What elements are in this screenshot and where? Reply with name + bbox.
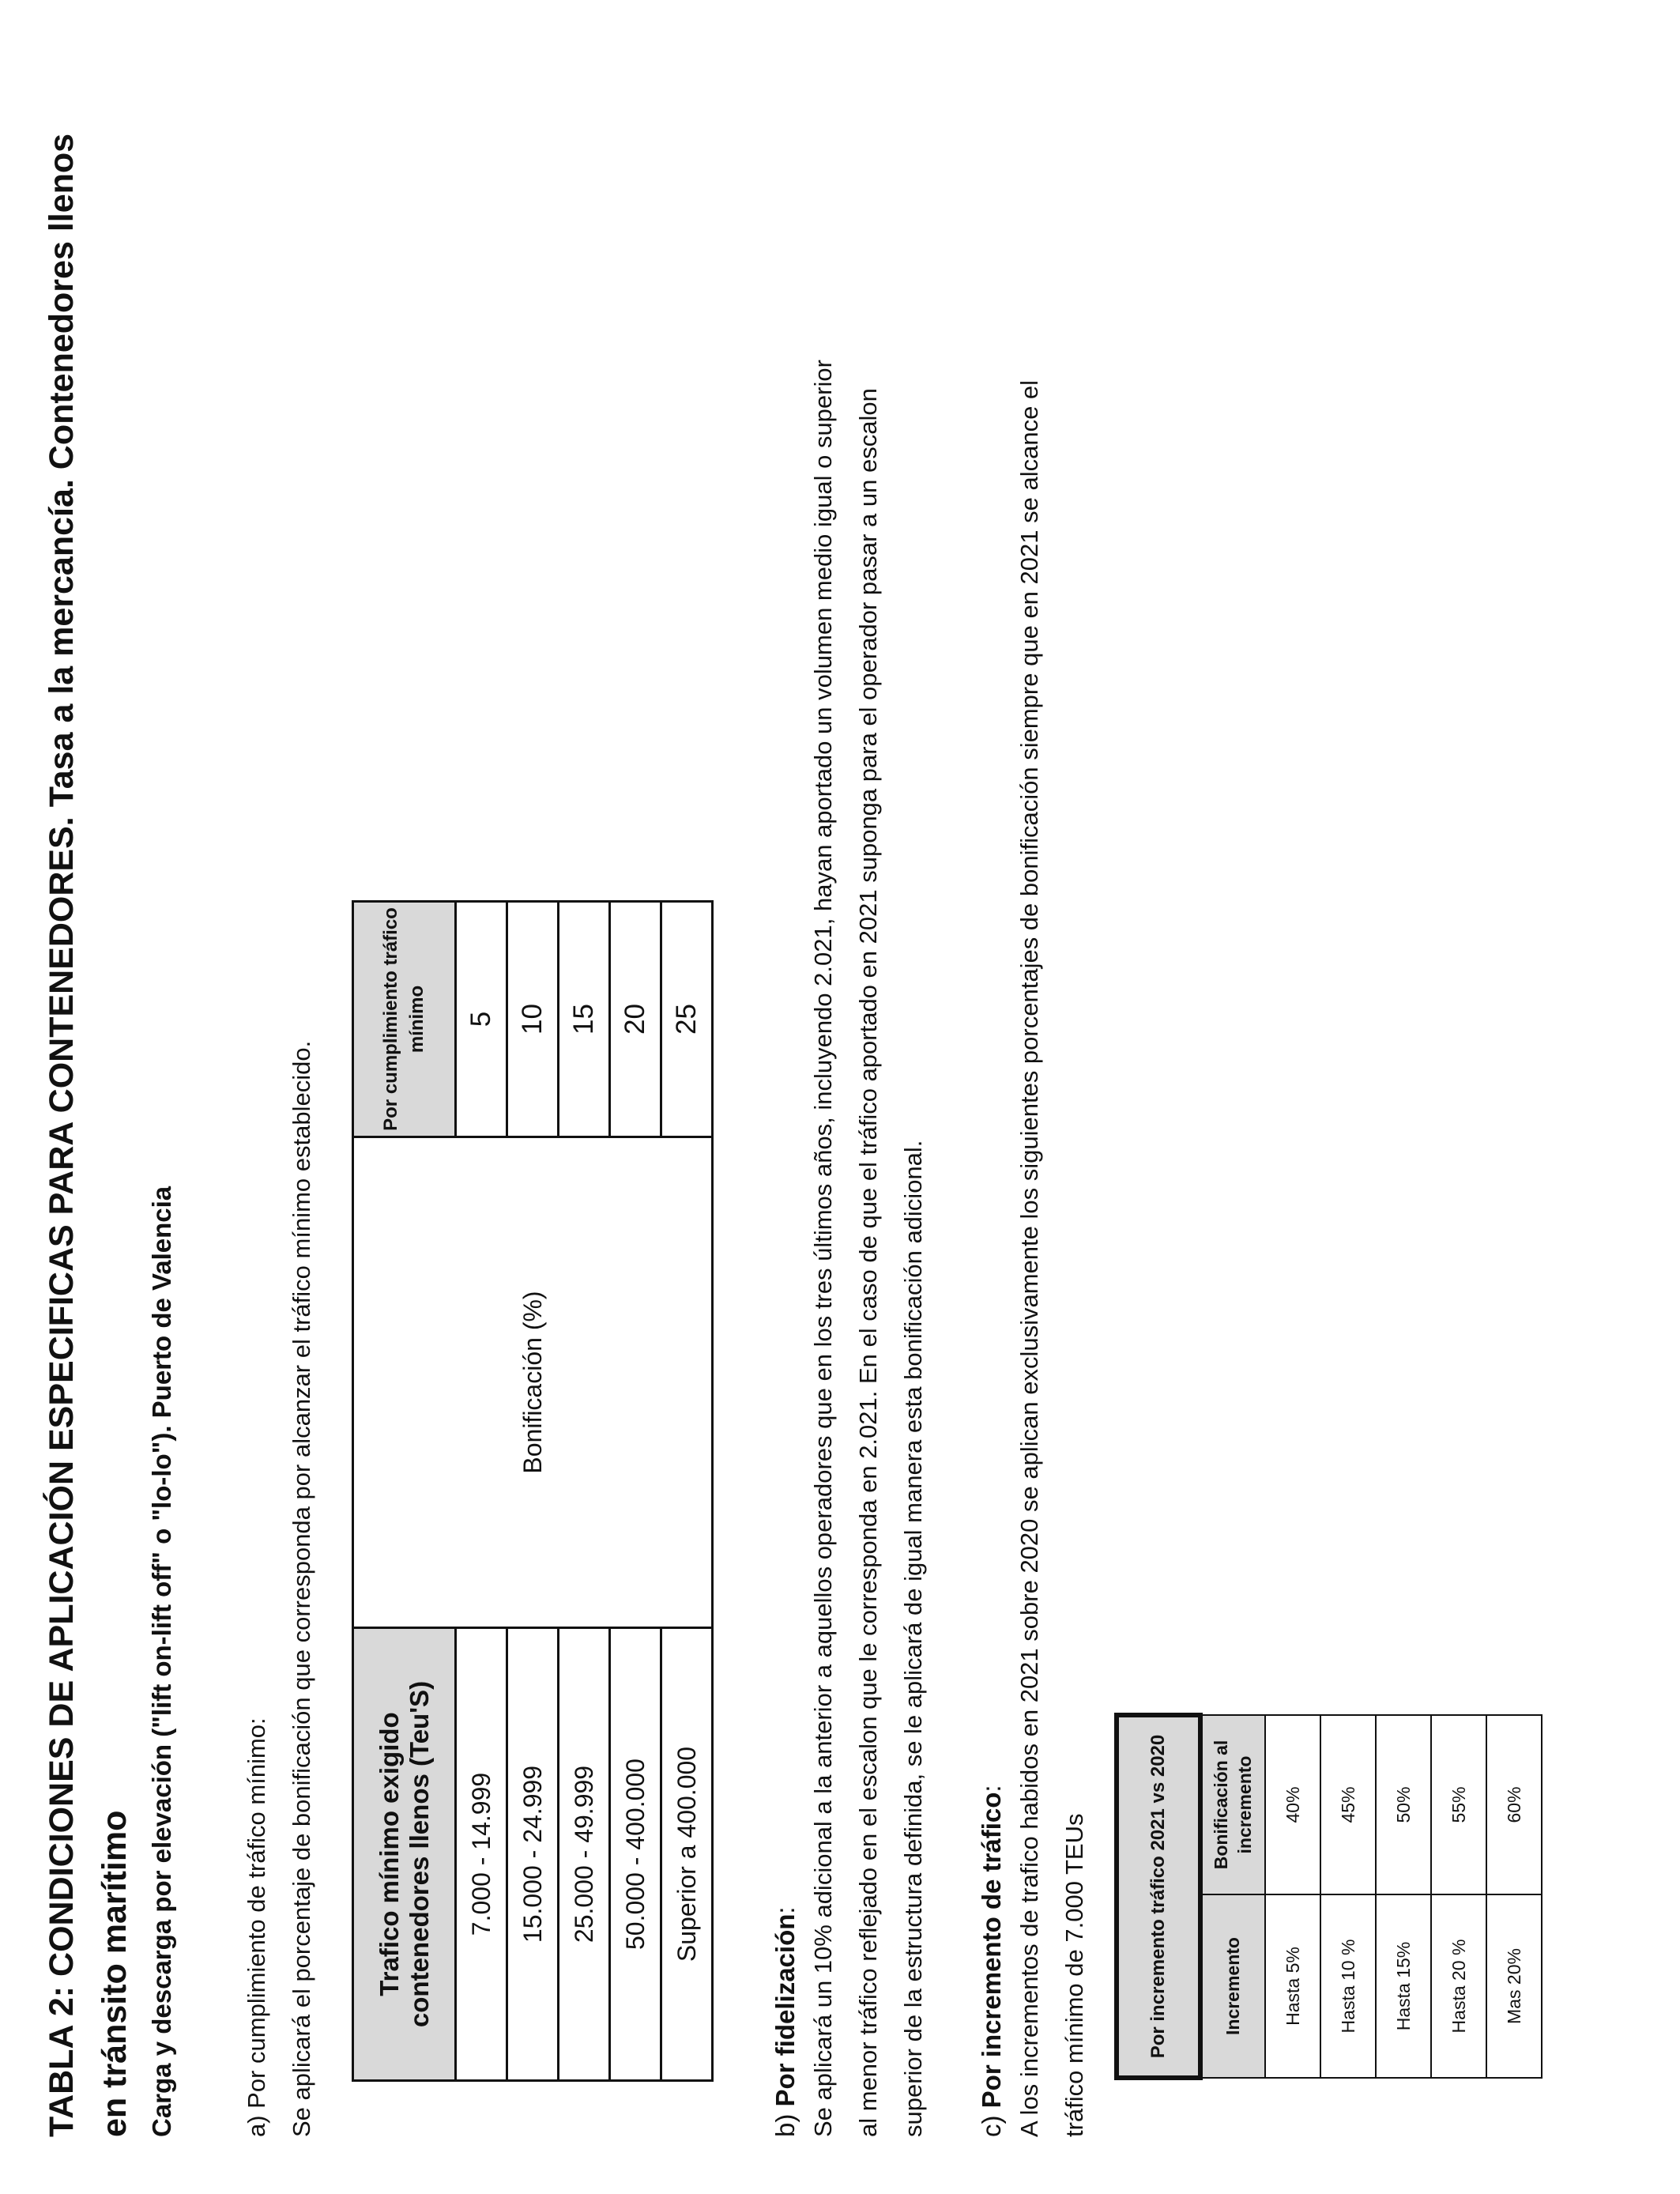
traffic-increase-table (1114, 1713, 1543, 2080)
table-c-increment: Hasta 15% (1376, 1894, 1431, 2078)
section-b-title: Por fidelización (770, 1913, 800, 2107)
table-c-header-increment: Incremento (1200, 1894, 1265, 2078)
table-c-header-bonus: Bonificación al incremento (1200, 1715, 1265, 1894)
table-a-range: 25.000 - 49.999 (559, 1628, 610, 2081)
section-c-heading (977, 57, 1007, 2137)
section-a-text: Se aplicará el porcentaje de bonificación que corresponda por alcanzar el tráfico mínimo establecido. (288, 1040, 316, 2137)
page-title: TABLA 2: CONDICIONES DE APLICACIÓN ESPECIFICAS PARA CONTENEDORES. Tasa a la mercancía. Contenedores llenos en tránsito marítimo (43, 133, 134, 2137)
table-c-bonus: 55% (1431, 1715, 1486, 1894)
table-a-range: Superior a 400.000 (661, 1628, 713, 2081)
table-row (1486, 1715, 1542, 2078)
section-b-prefix: b) (770, 2106, 800, 2137)
table-c-increment: Hasta 5% (1265, 1894, 1320, 2078)
section-c-suffix: : (977, 1785, 1007, 1793)
table-c-title: Por incremento tráfico 2021 vs 2020 (1117, 1715, 1200, 2078)
minimum-traffic-table (352, 900, 714, 2082)
table-c-increment: Hasta 10 % (1320, 1894, 1376, 2078)
table-c-bonus: 45% (1320, 1715, 1376, 1894)
table-a-value: 25 (661, 902, 713, 1137)
section-b-text: Se aplicará un 10% adicional a la anterior a aquellos operadores que en los tres últimos años, incluyendo 2.021, hayan aportado un volumen medio igual o superior al menor tráfico reflejado en el escalon que le corresponda en 2.021. En el caso de que el tráfico aportado en 2021 suponga para el operador pasar a un escalon superior de la estructura definida, se le aplicará de igual manera esta bonificación adicional. (809, 360, 928, 2137)
section-a-heading: a) Por cumplimiento de tráfico mínimo: (243, 1717, 271, 2137)
table-a-header-traffic: Trafico mínimo exigido contenedores llenos (Teu'S) (353, 1628, 456, 2081)
table-a-value: 20 (610, 902, 661, 1137)
table-c-bonus: 40% (1265, 1715, 1320, 1894)
section-c-title: Por incremento de tráfico (977, 1792, 1007, 2109)
table-c-increment: Mas 20% (1486, 1894, 1542, 2078)
section-b-heading (770, 57, 800, 2137)
table-a-value: 15 (559, 902, 610, 1137)
section-c-text: A los incrementos de trafico habidos en 2021 sobre 2020 se aplican exclusivamente los siguientes porcentajes de bonificación siempre que en 2021 se alcance el tráfico mínimo de 7.000 TEUs (1015, 379, 1089, 2137)
section-b-suffix: : (770, 1906, 800, 1914)
page-subtitle: Carga y descarga por elevación ("lift on-lift off" o "lo-lo"). Puerto de Valencia (147, 1186, 177, 2137)
table-c-increment: Hasta 20 % (1431, 1894, 1486, 2078)
section-c-prefix: c) (977, 2108, 1007, 2137)
table-a-bonus-label: Bonificación (%) (353, 1137, 713, 1628)
table-row (1320, 1715, 1376, 2078)
table-a-header-compliance: Por cumplimiento tráfico mínimo (353, 902, 456, 1137)
table-row (1376, 1715, 1431, 2078)
table-a-range: 50.000 - 400.000 (610, 1628, 661, 2081)
table-row (1265, 1715, 1320, 2078)
table-a-range: 7.000 - 14.999 (456, 1628, 507, 2081)
table-c-bonus: 50% (1376, 1715, 1431, 1894)
table-c-bonus: 60% (1486, 1715, 1542, 1894)
table-a-range: 15.000 - 24.999 (507, 1628, 559, 2081)
table-row (1431, 1715, 1486, 2078)
table-a-value: 10 (507, 902, 559, 1137)
table-a-value: 5 (456, 902, 507, 1137)
